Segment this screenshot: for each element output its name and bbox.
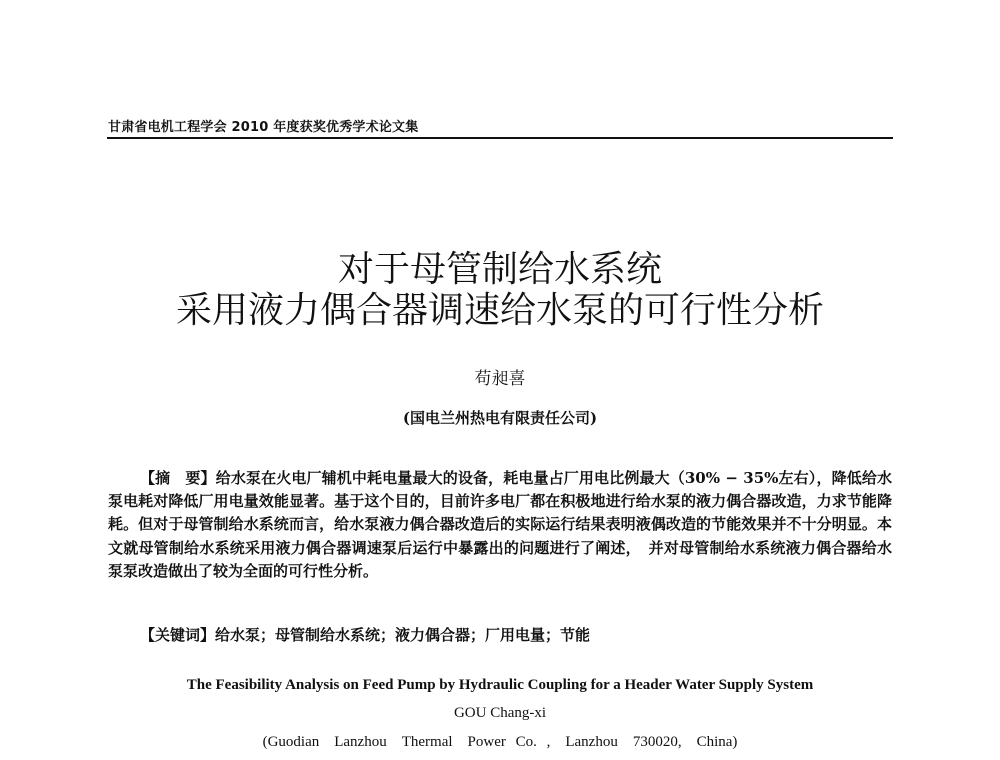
keywords-text: 给水泵；母管制给水系统；液力偶合器；厂用电量；节能 <box>215 626 591 644</box>
header-rule <box>107 137 893 139</box>
abstract-text: 给水泵在火电厂辅机中耗电量最大的设备，耗电量占厂用电比例最大（30% − 35%左右），降低给水泵电耗对降低厂用电量效能显著。基于这个目的，目前许多电厂都在积极地进行给水泵的液力偶合器改造，力求节能降耗。但对于母管制给水系统而言，给水泵液力偶合器改造后的实际运行结果表明液偶改造的节能效果并不十分明显。本文就母管制给水系统采用液力偶合器调速泵后运行中暴露出的问题进行了阐述， 并对母管制给水系统液力偶合器给水泵泵改造做出了较为全面的可行性分析。 <box>108 469 892 580</box>
affiliation-en: (Guodian Lanzhou Thermal Power Co. , Lanzhou 730020, China) <box>262 734 738 750</box>
running-header: 甘肃省电机工程学会 2010 年度获奖优秀学术论文集 <box>108 120 419 135</box>
abstract-paragraph <box>108 467 892 583</box>
paper-title-en: The Feasibility Analysis on Feed Pump by Hydraulic Coupling for a Header Water Supply System <box>186 677 814 693</box>
keywords-label: 【关键词】 <box>140 626 216 644</box>
paper-title-line-2: 采用液力偶合器调速给水泵的可行性分析 <box>175 290 824 331</box>
keywords-line <box>140 624 590 647</box>
abstract-label: 【摘 要】 <box>140 469 216 487</box>
author-name-cn: 苟昶喜 <box>474 369 526 389</box>
author-name-en: GOU Chang-xi <box>453 705 547 721</box>
paper-title-line-1: 对于母管制给水系统 <box>337 249 662 290</box>
affiliation-cn: (国电兰州热电有限责任公司) <box>402 409 598 427</box>
